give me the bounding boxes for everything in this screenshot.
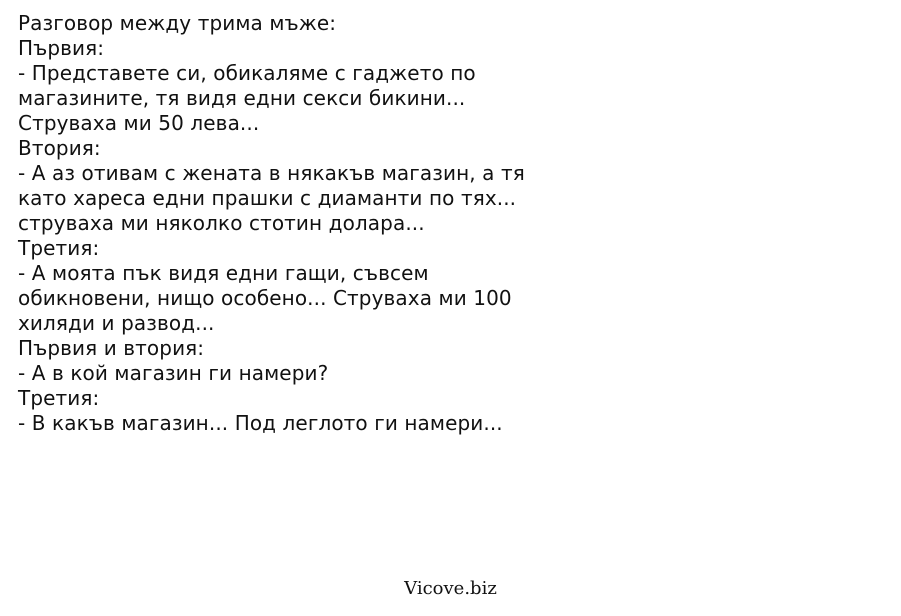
joke-line: - В какъв магазин... Под леглото ги намери...: [18, 411, 503, 435]
joke-line: Струваха ми 50 лева...: [18, 111, 260, 135]
joke-line: обикновени, нищо особено... Струваха ми 100: [18, 286, 512, 310]
joke-line: - А аз отивам с жената в някакъв магазин, а тя: [18, 161, 525, 185]
joke-line: Третия:: [18, 236, 100, 260]
joke-line: - А моята пък видя едни гащи, съвсем: [18, 261, 429, 285]
joke-line: магазините, тя видя едни секси бикини...: [18, 86, 466, 110]
joke-line: Третия:: [18, 386, 100, 410]
joke-line: струваха ми няколко стотин долара...: [18, 211, 425, 235]
joke-line: хиляди и развод...: [18, 311, 215, 335]
joke-line: като хареса едни прашки с диаманти по тях...: [18, 186, 517, 210]
joke-line: Първия:: [18, 36, 105, 60]
joke-line: Първия и втория:: [18, 336, 205, 360]
joke-line: - А в кой магазин ги намери?: [18, 361, 329, 385]
site-watermark: Vicove.biz: [404, 578, 497, 599]
joke-text: [18, 11, 878, 436]
joke-line: - Представете си, обикаляме с гаджето по: [18, 61, 476, 85]
joke-line: Втория:: [18, 136, 101, 160]
joke-line: Разговор между трима мъже:: [18, 11, 337, 35]
